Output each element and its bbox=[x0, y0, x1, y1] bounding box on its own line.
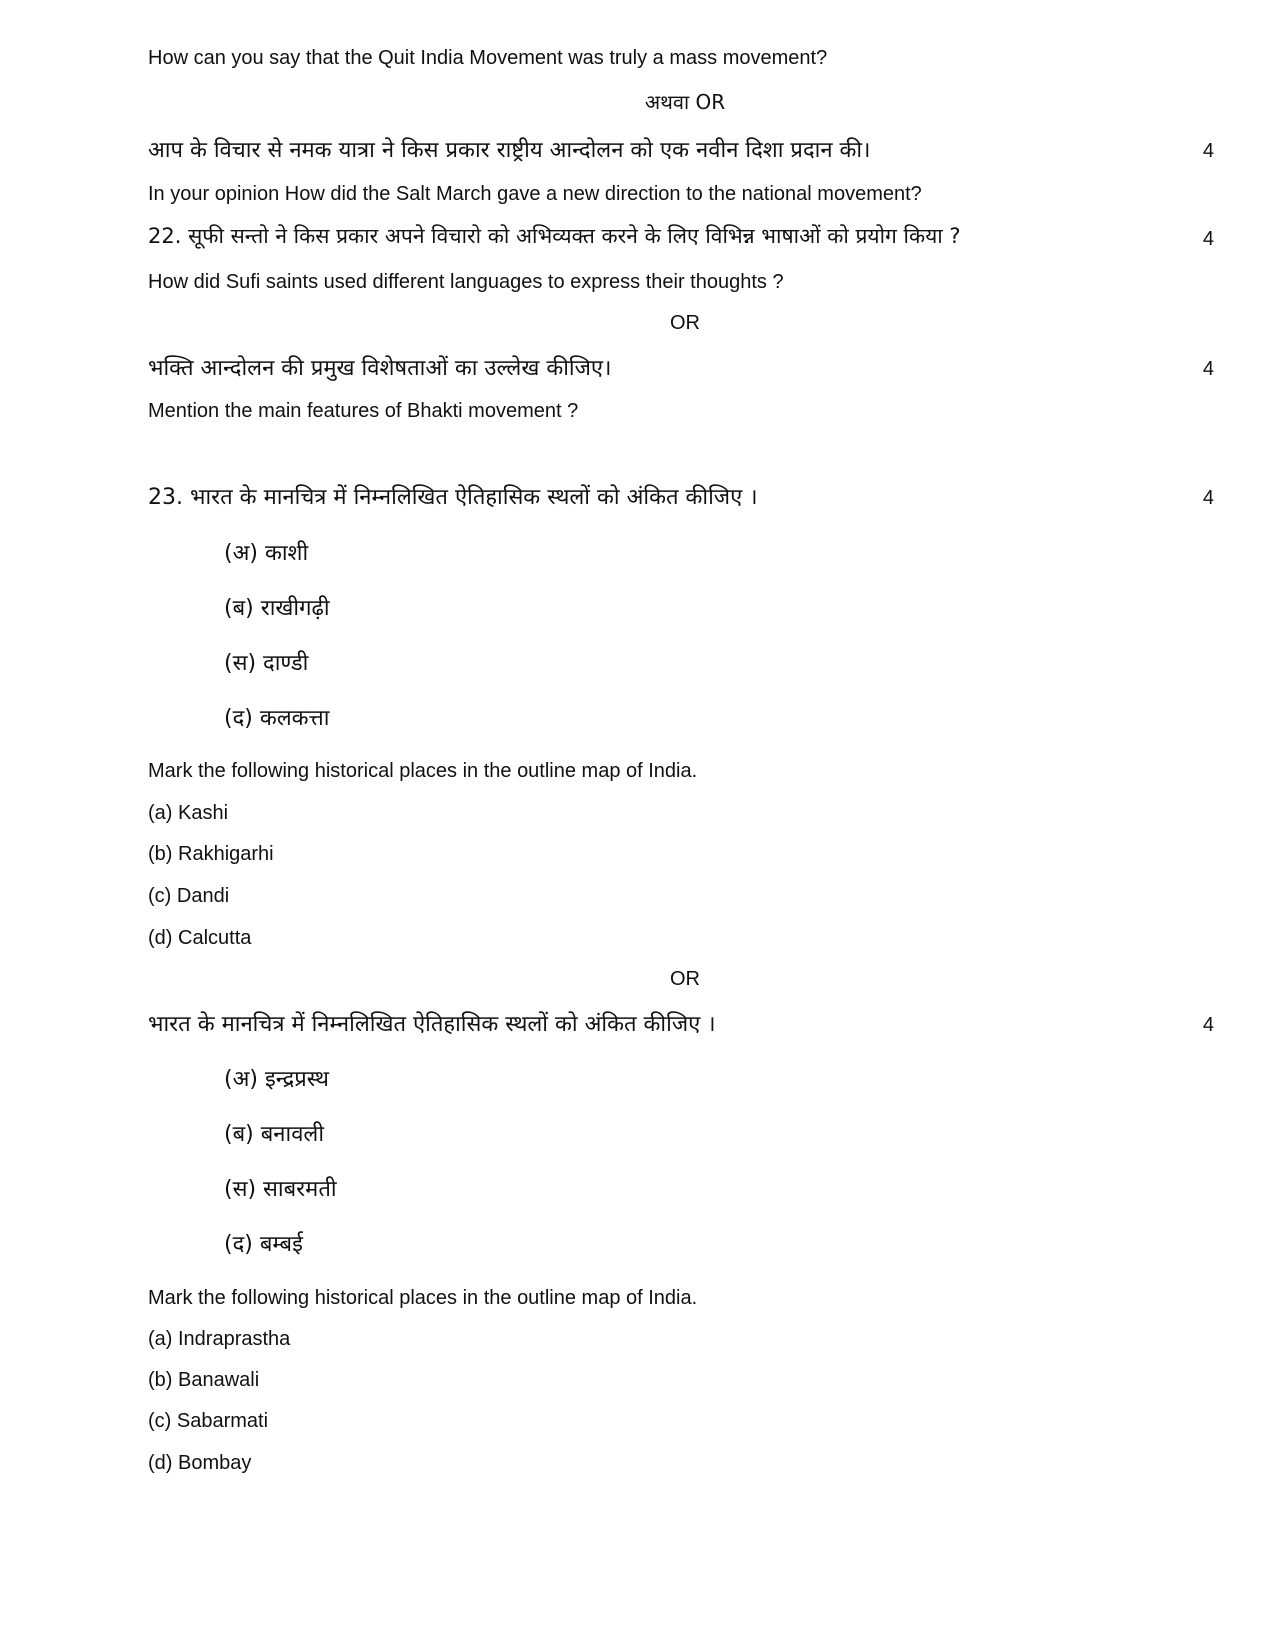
option-en: (c) Sabarmati bbox=[148, 1410, 269, 1432]
option-hi: (स) दाण्डी bbox=[224, 651, 309, 676]
option-en: (d) Calcutta bbox=[148, 927, 252, 949]
question-22-hi: 22. सूफी सन्तो ने किस प्रकार अपने विचारो को अभिव्यक्त करने के लिए विभिन्न भाषाओं को प्रयोग किया ? bbox=[148, 224, 961, 248]
question-23-alt-marks: 4 bbox=[1202, 1014, 1214, 1036]
question-21-alt-hi: आप के विचार से नमक यात्रा ने किस प्रकार राष्ट्रीय आन्दोलन को एक नवीन दिशा प्रदान की। bbox=[148, 138, 871, 163]
or-separator: OR bbox=[670, 312, 700, 334]
option-hi: (अ) काशी bbox=[224, 541, 309, 566]
option-en: (c) Dandi bbox=[148, 885, 230, 907]
option-en: (d) Bombay bbox=[148, 1452, 252, 1474]
question-21-tail-en: How can you say that the Quit India Movement was truly a mass movement? bbox=[148, 47, 828, 69]
option-en: (b) Rakhigarhi bbox=[148, 843, 274, 865]
question-23-en: Mark the following historical places in the outline map of India. bbox=[148, 760, 698, 782]
option-hi: (अ) इन्द्रप्रस्थ bbox=[224, 1067, 329, 1092]
question-23-hi: 23. भारत के मानचित्र में निम्नलिखित ऐतिहासिक स्थलों को अंकित कीजिए । bbox=[148, 485, 758, 510]
question-21-alt-en: In your opinion How did the Salt March gave a new direction to the national movement? bbox=[148, 183, 922, 205]
question-22-alt-hi: भक्ति आन्दोलन की प्रमुख विशेषताओं का उल्लेख कीजिए। bbox=[148, 356, 612, 381]
option-hi: (द) कलकत्ता bbox=[224, 706, 330, 731]
option-en: (b) Banawali bbox=[148, 1369, 260, 1391]
option-hi: (ब) बनावली bbox=[224, 1122, 325, 1147]
question-22-en: How did Sufi saints used different languages to express their thoughts ? bbox=[148, 271, 784, 293]
option-hi: (ब) राखीगढ़ी bbox=[224, 596, 330, 621]
question-22-marks: 4 bbox=[1202, 228, 1214, 250]
option-hi: (स) साबरमती bbox=[224, 1177, 337, 1202]
question-23-alt-en: Mark the following historical places in the outline map of India. bbox=[148, 1287, 698, 1309]
option-en: (a) Kashi bbox=[148, 802, 229, 824]
question-22-alt-marks: 4 bbox=[1202, 358, 1214, 380]
option-hi: (द) बम्बई bbox=[224, 1232, 303, 1257]
question-21-alt-marks: 4 bbox=[1202, 140, 1214, 162]
question-23-marks: 4 bbox=[1202, 487, 1214, 509]
or-separator-bilingual: अथवा OR bbox=[644, 90, 726, 114]
or-separator: OR bbox=[670, 968, 700, 990]
option-en: (a) Indraprastha bbox=[148, 1328, 291, 1350]
question-22-alt-en: Mention the main features of Bhakti movement ? bbox=[148, 400, 579, 422]
question-23-alt-hi: भारत के मानचित्र में निम्नलिखित ऐतिहासिक स्थलों को अंकित कीजिए । bbox=[148, 1012, 716, 1037]
